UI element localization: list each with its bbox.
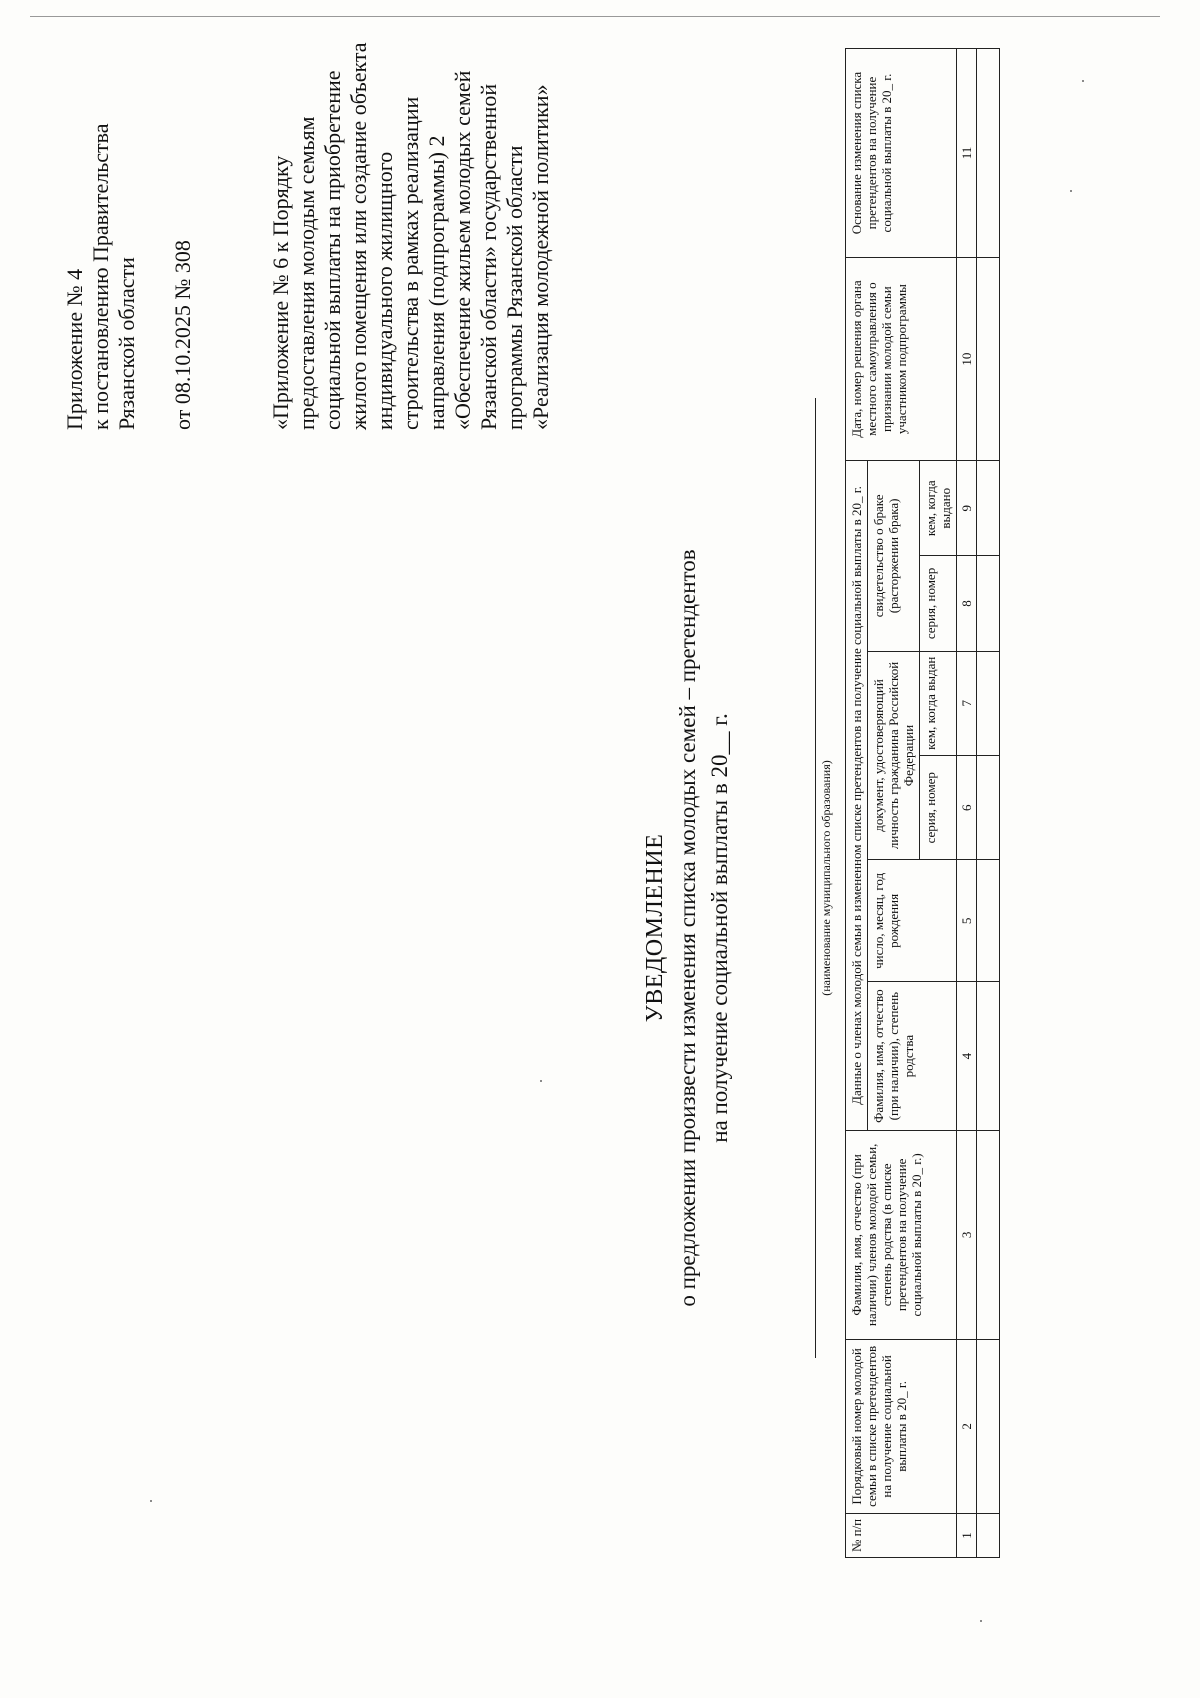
cert-series-header: серия, номер: [920, 556, 957, 651]
column-number: 4: [957, 982, 977, 1131]
table-cell: [977, 651, 1000, 755]
cert-issued-header: кем, когда выдано: [920, 461, 957, 556]
appendix-number: Приложение № 4: [62, 268, 87, 430]
column-numbers-row: [957, 49, 977, 1558]
column-number: 6: [957, 756, 977, 860]
table-cell: [977, 49, 1000, 258]
table-cell: [977, 1339, 1000, 1513]
municipality-caption: (наименование муниципального образования): [819, 760, 833, 996]
header-member-data: Данные о членах молодой семьи в измененном списке претендентов на получение социальной выплаты в 20_ г.: [846, 461, 868, 1131]
table-cell: [977, 1130, 1000, 1339]
title-main: УВЕДОМЛЕНИЕ: [642, 833, 668, 1023]
table-cell: [977, 982, 1000, 1131]
column-number: 9: [957, 461, 977, 556]
title-sub-2: на получение социальной выплаты в 20__ г.: [707, 713, 732, 1143]
header-number: № п/п: [846, 1513, 957, 1557]
table-header-row: [846, 49, 868, 1558]
column-number: 10: [957, 258, 977, 461]
column-number: 8: [957, 556, 977, 651]
doc-issued-header: кем, когда выдан: [920, 651, 957, 755]
header-family-members: Фамилия, имя, отчество (при наличии) членов молодой семьи, степень родства (в списке претендентов на получение социальной выплаты в 20_ г.): [846, 1130, 957, 1339]
header-order-number: Порядковый номер молодой семьи в списке претендентов на получение социальной выплаты в 20_ г.: [846, 1339, 957, 1513]
subheader-birth-date: число, месяц, год рождения: [868, 860, 957, 982]
subheader-identity-document: документ, удостоверяющий личность гражданина Российской Федерации: [868, 651, 920, 860]
subheader-fio: Фамилия, имя, отчество (при наличии), степень родства: [868, 982, 957, 1131]
table-cell: [977, 1513, 1000, 1557]
column-number: 11: [957, 49, 977, 258]
subheader-marriage-certificate: свидетельство о браке (расторжении брака): [868, 461, 920, 651]
column-number: 3: [957, 1130, 977, 1339]
appendix-region: Рязанской области: [114, 257, 139, 430]
municipality-field: [815, 398, 834, 1358]
column-number: 5: [957, 860, 977, 982]
title-sub-1: о предложении произвести изменения списка молодых семей – претендентов: [675, 549, 700, 1307]
document-title: [640, 338, 734, 1518]
header-basis: Основание изменения списка претендентов на получение социальной выплаты в 20_ г.: [846, 49, 957, 258]
table-row: [977, 49, 1000, 1558]
table-cell: [977, 556, 1000, 651]
column-number: 7: [957, 651, 977, 755]
column-number: 2: [957, 1339, 977, 1513]
appendix-header: [62, 50, 196, 430]
appendix-date: от 08.10.2025 № 308: [170, 240, 195, 430]
table-cell: [977, 461, 1000, 556]
appendix-resolution: к постановлению Правительства: [88, 123, 113, 430]
municipality-rule: [815, 398, 816, 1358]
column-number: 1: [957, 1513, 977, 1557]
table-cell: [977, 756, 1000, 860]
header-decision: Дата, номер решения органа местного самоуправления о признании молодой семьи участником подпрограммы: [846, 258, 957, 461]
table-cell: [977, 860, 1000, 982]
doc-series-header: серия, номер: [920, 756, 957, 860]
notification-table: [845, 48, 1000, 1558]
intro-paragraph: «Приложение № 6 к Порядку предоставления молодым семьям социальной выплаты на приобретение жилого помещения или создание объекта индивидуального жилищного строительства в рамках реализации направления (подпрограммы) 2 «Обеспечение жильем молодых семей Рязанской области» государственной программы Рязанской области «Реализация молодежной политики»: [268, 42, 553, 430]
table-cell: [977, 258, 1000, 461]
